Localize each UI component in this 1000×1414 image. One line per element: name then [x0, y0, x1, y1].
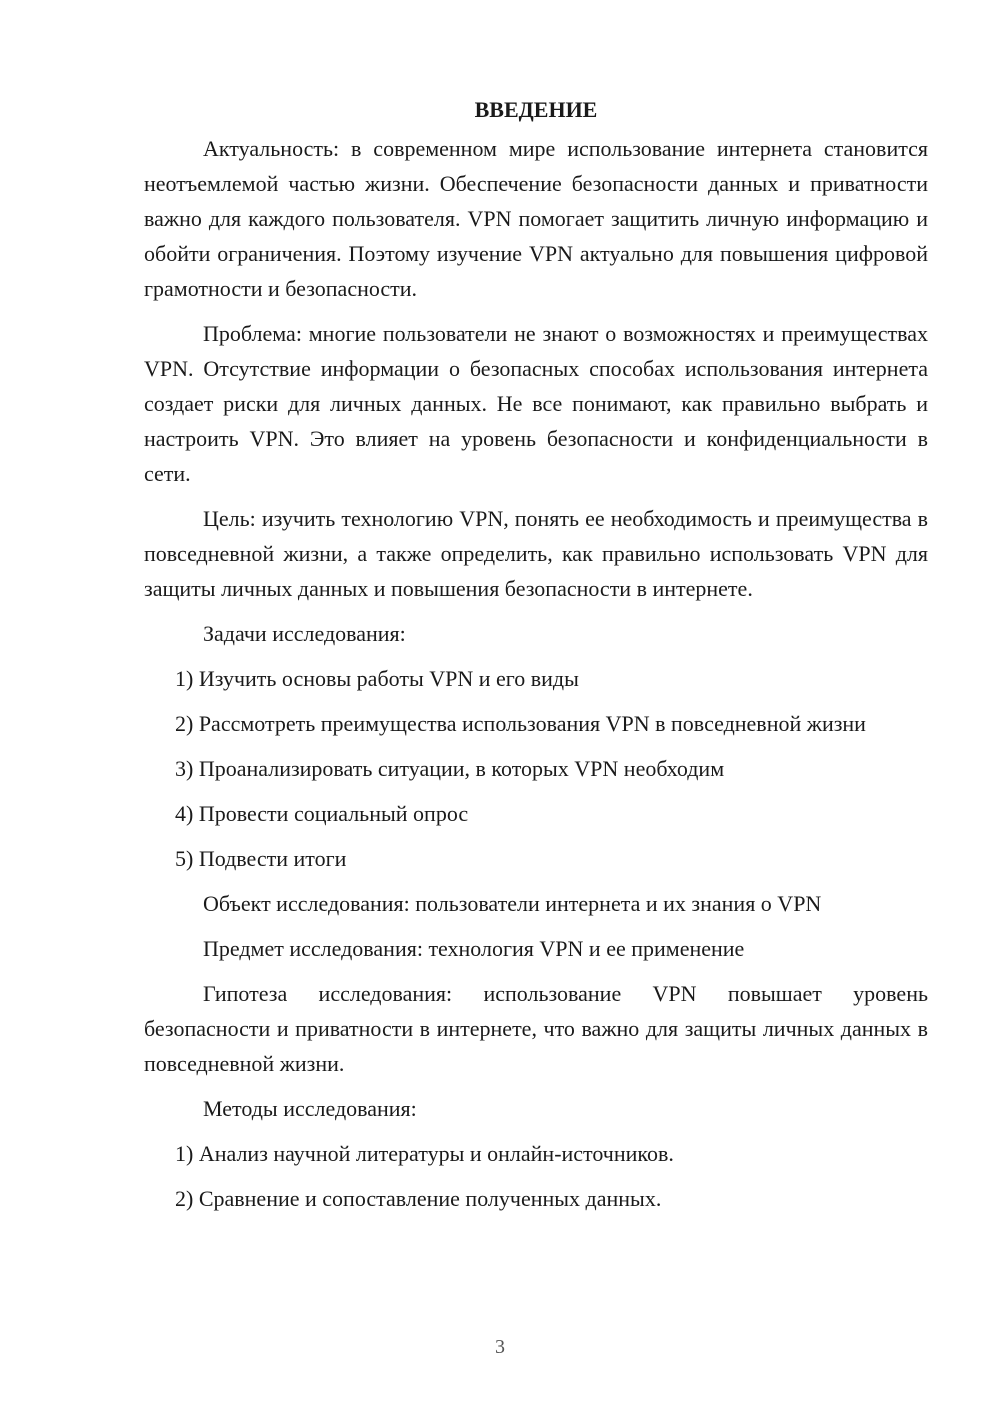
method-item-1: 1) Анализ научной литературы и онлайн-источников.	[175, 1141, 674, 1166]
tasks-heading: Задачи исследования:	[203, 621, 406, 646]
task-item-4: 4) Провести социальный опрос	[175, 801, 469, 826]
methods-heading: Методы исследования:	[203, 1096, 417, 1121]
page-number: 3	[495, 1336, 505, 1358]
method-item-2: 2) Сравнение и сопоставление полученных данных.	[175, 1186, 662, 1211]
task-item-1: 1) Изучить основы работы VPN и его виды	[175, 666, 579, 691]
section-title: ВВЕДЕНИЕ	[474, 97, 598, 122]
goal-paragraph: Цель: изучить технологию VPN, понять ее необходимость и преимущества в повседневной жизни, а также определить, как правильно использовать VPN для защиты личных данных и повышения безопасности в интернете.	[144, 506, 928, 601]
task-item-2: 2) Рассмотреть преимущества использования VPN в повседневной жизни	[175, 711, 866, 736]
task-item-3: 3) Проанализировать ситуации, в которых VPN необходим	[175, 756, 725, 781]
research-subject: Предмет исследования: технология VPN и ее применение	[203, 936, 745, 961]
problem-paragraph: Проблема: многие пользователи не знают о возможностях и преимуществах VPN. Отсутствие информации о безопасных способах использования интернета создает риски для личных данных. Не все понимают, как правильно выбрать и настроить VPN. Это влияет на уровень безопасности и конфиденциальности в сети.	[144, 321, 928, 486]
document-page	[144, 95, 928, 1226]
research-object: Объект исследования: пользователи интернета и их знания о VPN	[203, 891, 822, 916]
task-item-5: 5) Подвести итоги	[175, 846, 347, 871]
hypothesis-paragraph: Гипотеза исследования: использование VPN повышает уровень безопасности и приватности в интернете, что важно для защиты личных данных в повседневной жизни.	[144, 981, 928, 1076]
relevance-paragraph: Актуальность: в современном мире использование интернета становится неотъемлемой частью жизни. Обеспечение безопасности данных и приватности важно для каждого пользователя. VPN помогает защитить личную информацию и обойти ограничения. Поэтому изучение VPN актуально для повышения цифровой грамотности и безопасности.	[144, 136, 928, 301]
